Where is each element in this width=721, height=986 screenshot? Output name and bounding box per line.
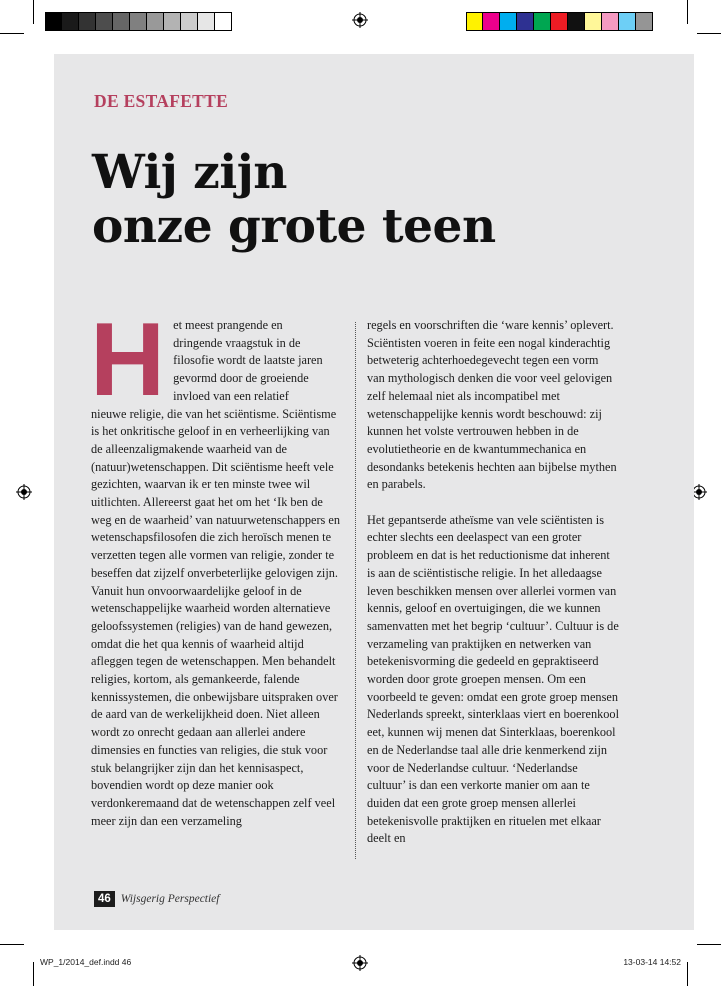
crop-mark: [687, 962, 688, 986]
gray-swatch: [164, 12, 181, 31]
color-swatch: [585, 12, 602, 31]
title-line-1: Wij zijn: [92, 145, 287, 200]
gray-swatch: [181, 12, 198, 31]
crop-mark: [697, 944, 721, 945]
gray-swatch: [130, 12, 147, 31]
title-line-2: onze grote teen: [92, 199, 496, 254]
color-swatch: [636, 12, 653, 31]
magazine-page: [54, 54, 694, 930]
body-paragraph: Het gepantserde atheïsme van vele sciëntisten is echter slechts een deelaspect van een groter probleem en dat is het reductionisme dat inherent is aan de sciëntistische religie. In het alledaagse leven beschikken mensen over allerlei vormen van kennis, geloof en overtuigingen, die we kunnen samenvatten met het begrip ‘cultuur’. Cultuur is de verzameling van praktijken en netwerken van betekenisvorming die gedeeld en gepraktiseerd worden door grote groepen mensen. Om een voorbeeld te geven: omdat een grote groep mensen Nederlands spreekt, sinterklaas viert en boerenkool eet, kunnen wij menen dat Sinterklaas, boerenkool en de Nederlandse taal alle drie kenmerkend zijn voor de Nederlandse cultuur. ‘Nederlandse cultuur’ is dan een verkorte manier om aan te duiden dat een grote groep mensen allerlei betekenisvolle praktijken en rituelen met elkaar deelt en: [367, 512, 619, 846]
gray-color-bar: [45, 12, 232, 31]
section-kicker: DE ESTAFETTE: [94, 91, 229, 111]
journal-name: Wijsgerig Perspectief: [120, 893, 220, 905]
article-title: [92, 146, 652, 254]
color-swatch: [602, 12, 619, 31]
column-divider: [355, 322, 356, 859]
gray-swatch: [215, 12, 232, 31]
page-footer: [94, 891, 220, 907]
print-slug-filename: WP_1/2014_def.indd 46: [40, 957, 132, 967]
gray-swatch: [198, 12, 215, 31]
gray-swatch: [45, 12, 62, 31]
body-paragraph: nieuwe religie, die van het sciëntisme. Sciëntisme is het onkritische geloof in en verheerlijking van de alleenzaligmakende waarheid van de (natuur)wetenschappen. Dit sciëntisme heeft vele gezichten, waarvan ik er ten minste twee wil uitlichten. Allereerst gaat het om het ‘Ik ben de weg en de waarheid’ van natuurwetenschappers en wetenschapsfilosofen die zich heroïsch menen te verzetten tegen alle vormen van religie, zonder te beseffen dat zijzelf onverbeterlijke gelovigen zijn. Vanuit hun onvoorwaardelijke geloof in de wetenschappelijke waarheid worden alternatieve geloofssystemen (religies) van de hand gewezen, omdat die het qua kennis of waarheid altijd afleggen tegen de wetenschappen. Men behandelt religies, kortom, als gemankeerde, falende kennissystemen, die onbewijsbare uitspraken over de aard van de werkelijkheid doen. Niet alleen wordt zo onrecht gedaan aan allerlei andere dimensies en functies van religies, die stuk voor stuk belangrijker zijn dan het kennisaspect, bovendien wordt op deze manier ook verdonkeremaand dat de wetenschappen zelf veel meer zijn dan een verzameling: [91, 406, 341, 828]
registration-mark-icon: [16, 484, 32, 500]
color-swatch: [466, 12, 483, 31]
crop-mark: [697, 33, 721, 34]
color-swatch: [534, 12, 551, 31]
color-swatch: [483, 12, 500, 31]
gray-swatch: [79, 12, 96, 31]
crop-mark: [0, 33, 24, 34]
color-swatch: [568, 12, 585, 31]
body-paragraph: regels en voorschriften die ‘ware kennis’ oplevert. Sciëntisten voeren in feite een nogal kinderachtig betweterig achterhoedegevecht tegen een vorm van mythologisch denken die voor veel gelovigen zelf helemaal niet als incompatibel met wetenschappelijke kennis wordt beschouwd: zij kunnen het volste vertrouwen hebben in de evolutietheorie en de kwantummechanica en desondanks betekenis hechten aan bijbelse mythen en parabels.: [367, 318, 617, 492]
intro-line: dringende vraagstuk in de: [173, 335, 301, 350]
intro-line: invloed van een relatief: [173, 388, 289, 403]
drop-cap: H: [90, 302, 166, 418]
registration-mark-icon: [352, 12, 368, 28]
intro-line: gevormd door de groeiende: [173, 371, 309, 386]
color-swatch: [500, 12, 517, 31]
intro-line: et meest prangende en: [173, 318, 283, 332]
crop-mark: [0, 944, 24, 945]
registration-mark-icon: [352, 955, 368, 971]
crop-mark: [687, 0, 688, 24]
color-swatch: [517, 12, 534, 31]
crop-mark: [33, 962, 34, 986]
color-swatch: [619, 12, 636, 31]
gray-swatch: [96, 12, 113, 31]
intro-line: filosofie wordt de laatste jaren: [173, 353, 323, 368]
cmyk-color-bar: [466, 12, 653, 31]
gray-swatch: [113, 12, 130, 31]
gray-swatch: [147, 12, 164, 31]
gray-swatch: [62, 12, 79, 31]
page-number: 46: [94, 891, 115, 907]
print-slug-timestamp: 13-03-14 14:52: [623, 957, 681, 967]
right-column: [367, 317, 619, 848]
left-column: [90, 302, 341, 830]
color-swatch: [551, 12, 568, 31]
crop-mark: [33, 0, 34, 24]
